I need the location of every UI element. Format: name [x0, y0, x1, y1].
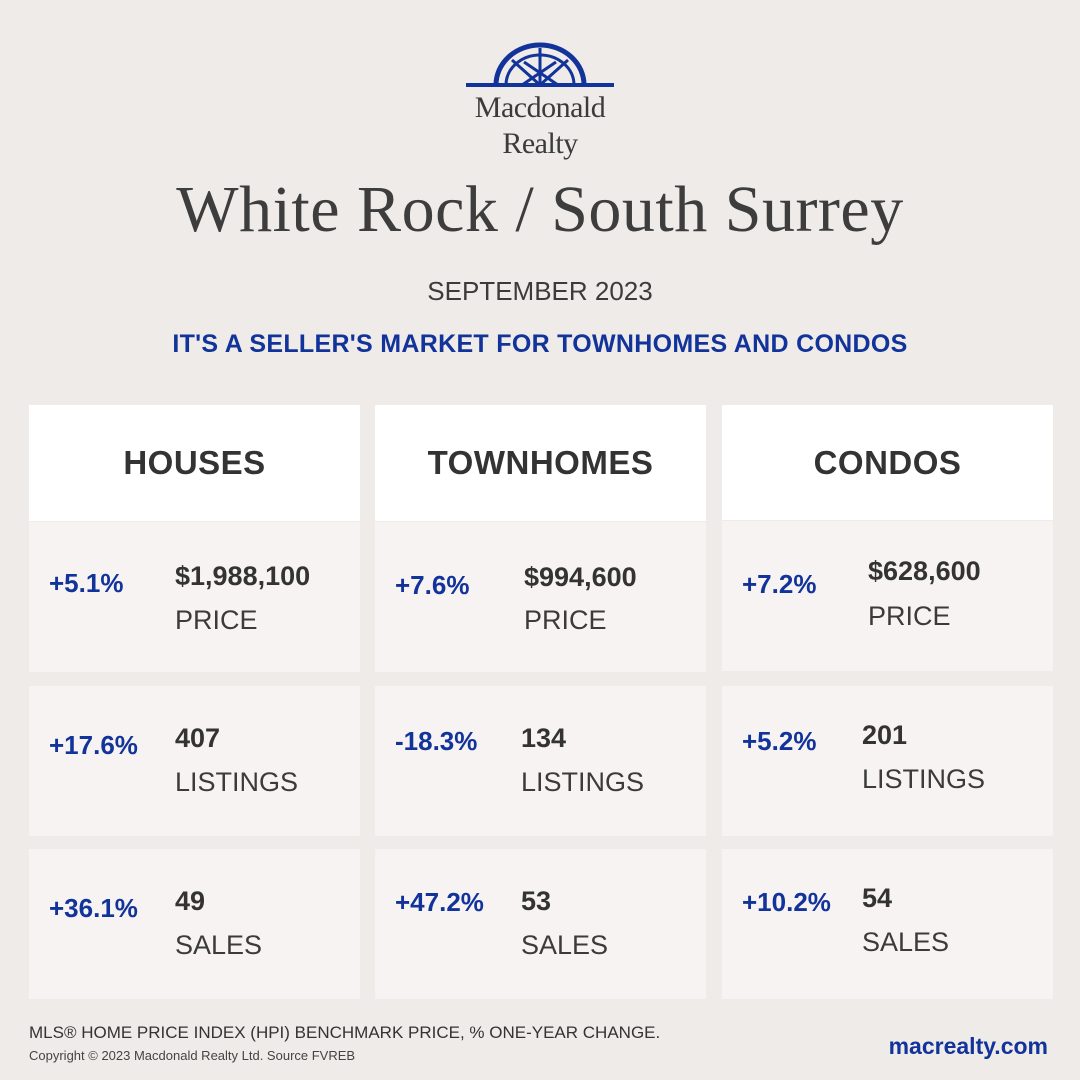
- stat-change: +5.1%: [49, 568, 124, 598]
- brand-name-line2: Realty: [502, 127, 578, 160]
- column-header-condos: [722, 405, 1053, 520]
- stat-card-price: [722, 521, 1053, 671]
- stat-change: +36.1%: [49, 893, 138, 923]
- market-headline: IT'S A SELLER'S MARKET FOR TOWNHOMES AND CONDOS: [172, 330, 908, 358]
- stat-label: PRICE: [175, 605, 258, 635]
- stat-card-sales: [722, 849, 1053, 999]
- brand-name-line1: Macdonald: [474, 91, 606, 124]
- stat-change: +5.2%: [742, 726, 817, 756]
- column-header-houses: [29, 405, 360, 521]
- column-heading: HOUSES: [123, 444, 266, 481]
- methodology-note: MLS® HOME PRICE INDEX (HPI) BENCHMARK PRICE, % ONE-YEAR CHANGE.: [29, 1023, 661, 1042]
- stat-change: +7.6%: [395, 570, 470, 600]
- stat-value: 407: [175, 723, 221, 753]
- stat-change: +7.2%: [742, 569, 817, 599]
- stat-card-listings: [375, 686, 706, 836]
- stat-label: SALES: [862, 927, 950, 957]
- column-heading: CONDOS: [813, 444, 962, 481]
- stat-card-sales: [29, 849, 360, 999]
- stat-label: LISTINGS: [175, 767, 299, 797]
- stat-label: LISTINGS: [521, 767, 645, 797]
- stat-label: PRICE: [868, 601, 951, 631]
- stat-value: 49: [175, 886, 206, 916]
- page-title: White Rock / South Surrey: [176, 173, 904, 246]
- stat-card-price: [375, 522, 706, 672]
- logo-emblem-icon: [460, 40, 620, 90]
- stat-change: +10.2%: [742, 887, 831, 917]
- stat-card-price: [29, 522, 360, 672]
- stat-label: PRICE: [524, 605, 607, 635]
- stat-card-listings: [29, 686, 360, 836]
- website-link[interactable]: macrealty.com: [888, 1033, 1048, 1059]
- stat-value: 201: [862, 720, 908, 750]
- stat-value: 134: [521, 723, 567, 753]
- stat-change: +47.2%: [395, 887, 484, 917]
- stat-change: -18.3%: [395, 726, 478, 756]
- stat-label: LISTINGS: [862, 764, 986, 794]
- report-period: SEPTEMBER 2023: [427, 276, 653, 306]
- stat-value: 53: [521, 886, 552, 916]
- stat-value: $1,988,100: [175, 561, 311, 591]
- stat-card-sales: [375, 849, 706, 999]
- column-heading: TOWNHOMES: [427, 444, 654, 481]
- copyright-text: Copyright © 2023 Macdonald Realty Ltd. Source FVREB: [29, 1048, 356, 1063]
- stat-value: $628,600: [868, 556, 981, 586]
- stat-value: $994,600: [524, 562, 637, 592]
- stat-value: 54: [862, 883, 893, 913]
- column-header-townhomes: [375, 405, 706, 521]
- stat-label: SALES: [521, 930, 609, 960]
- brand-logo: [460, 40, 620, 164]
- stat-card-listings: [722, 686, 1053, 836]
- stat-change: +17.6%: [49, 730, 138, 760]
- stat-label: SALES: [175, 930, 263, 960]
